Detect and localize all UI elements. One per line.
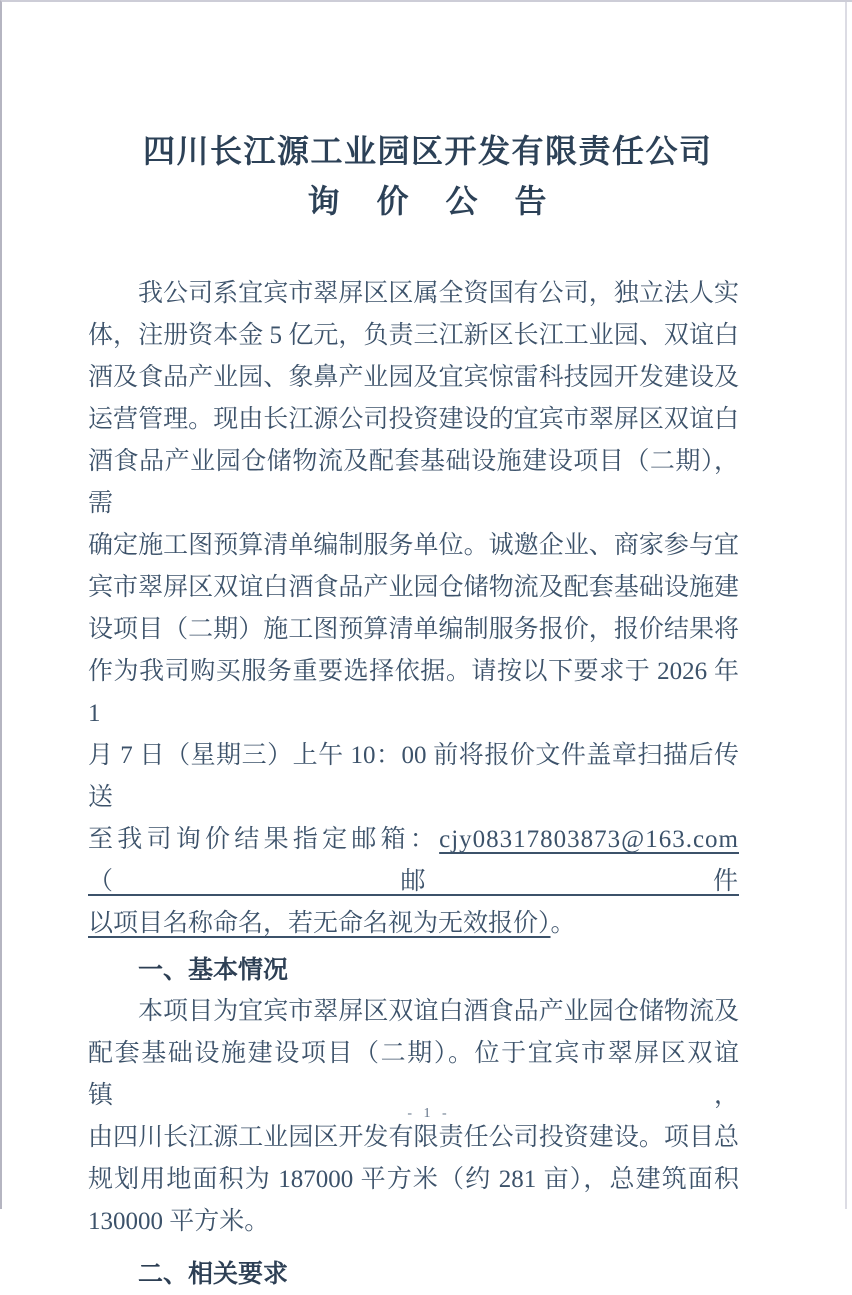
body-line-email-note bbox=[88, 903, 739, 945]
email-note-underlined: 以项目名称命名，若无命名视为无效报价） bbox=[88, 910, 551, 937]
section-heading-basic-info: 一、基本情况 bbox=[138, 956, 289, 984]
body-line: 规划用地面积为 187000 平方米（约 281 亩），总建筑面积 bbox=[88, 1166, 739, 1193]
document-subtitle: 询价公告 bbox=[307, 183, 584, 219]
body-line: 130000 平方米。 bbox=[88, 1208, 270, 1235]
document-title: 四川长江源工业园区开发有限责任公司 bbox=[142, 133, 713, 169]
body-line: 本项目为宜宾市翠屏区双谊白酒食品产业园仓储物流及 bbox=[138, 998, 739, 1025]
scan-edge-line bbox=[845, 2, 847, 1209]
email-address: cjy08317803873@163.com（邮件 bbox=[88, 826, 739, 895]
section-heading-requirements: 二、相关要求 bbox=[138, 1260, 289, 1288]
page-number: - 1 - bbox=[407, 1106, 451, 1121]
body-line: 酒食品产业园仓储物流及配套基础设施建设项目（二期），需 bbox=[88, 448, 739, 517]
body-line: 我公司系宜宾市翠屏区区属全资国有公司，独立法人实 bbox=[138, 280, 739, 307]
body-line: 运营管理。现由长江源公司投资建设的宜宾市翠屏区双谊白 bbox=[88, 406, 739, 433]
body-line: 体，注册资本金 5 亿元，负责三江新区长江工业园、双谊白 bbox=[88, 322, 739, 349]
body-line: 设项目（二期）施工图预算清单编制服务报价，报价结果将 bbox=[88, 616, 739, 643]
body-line: 宾市翠屏区双谊白酒食品产业园仓储物流及配套基础设施建 bbox=[88, 574, 739, 601]
body-line-email bbox=[88, 819, 739, 903]
body-line: 月 7 日（星期三）上午 10：00 前将报价文件盖章扫描后传送 bbox=[88, 742, 739, 811]
body-line: 由四川长江源工业园区开发有限责任公司投资建设。项目总 bbox=[88, 1124, 739, 1151]
document-body bbox=[88, 273, 739, 1295]
email-line-prefix: 至我司询价结果指定邮箱： bbox=[88, 826, 440, 853]
body-line: 配套基础设施建设项目（二期）。位于宜宾市翠屏区双谊镇， bbox=[88, 1040, 739, 1109]
email-note-tail: 。 bbox=[550, 910, 576, 937]
body-line: 作为我司购买服务重要选择依据。请按以下要求于 2026 年 1 bbox=[88, 658, 739, 727]
body-line: 酒及食品产业园、象鼻产业园及宜宾惊雷科技园开发建设及 bbox=[88, 364, 739, 391]
body-line: 确定施工图预算清单编制服务单位。诚邀企业、商家参与宜 bbox=[88, 532, 739, 559]
